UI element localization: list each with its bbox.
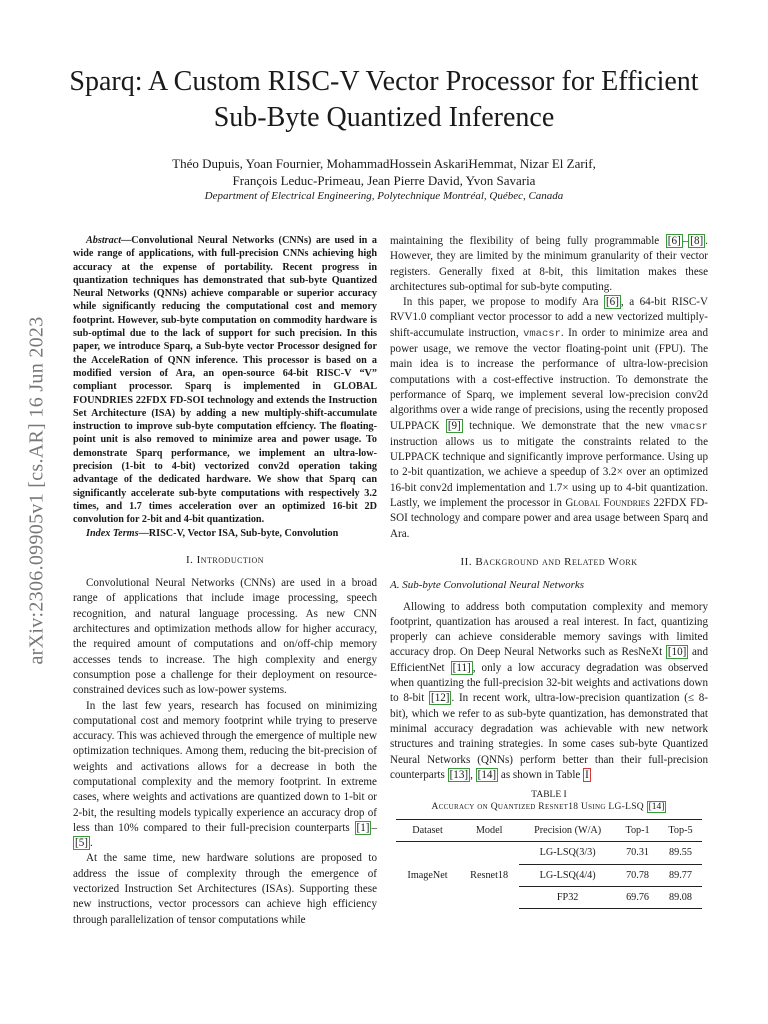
top1-cell: 70.31 (616, 842, 659, 864)
abstract-label: Abstract (86, 235, 122, 246)
text-run: and EfficientNet (390, 646, 708, 674)
citation-range-dash: – (682, 235, 689, 247)
citation-link[interactable]: [6] (605, 296, 619, 309)
section-heading-introduction: I. Introduction (185, 553, 265, 566)
text-run: , only a low accuracy degradation was observed when quantizing the full-precision 32-bit weights and activations down to 8-bit (390, 661, 708, 705)
citation-link[interactable]: [14] (477, 768, 497, 781)
citation-link[interactable]: [5] (75, 837, 88, 850)
right-paragraph-2 (390, 295, 708, 542)
authors-line-1: Théo Dupuis, Yoan Fournier, MohammadHossein AskariHemmat, Nizar El Zarif, (172, 156, 596, 171)
citation-link[interactable]: [6] (667, 235, 681, 247)
right-paragraph-1 (390, 234, 708, 295)
citation-link[interactable]: [14] (648, 802, 665, 813)
table-row (396, 842, 702, 864)
intro-paragraph-2 (73, 699, 377, 852)
model-cell: Resnet18 (470, 869, 509, 881)
right-column (390, 234, 708, 909)
table-caption-text: Accuracy on Quantized Resnet18 Using LG-LSQ (431, 802, 647, 813)
right-paragraph-3 (390, 600, 708, 784)
text-run: maintaining the flexibility of being fully programmable (390, 235, 666, 247)
table-caption (390, 789, 708, 813)
authors-line-2: François Leduc-Primeau, Jean Pierre David, Yvon Savaria (232, 173, 536, 188)
text-run: , (470, 768, 476, 781)
index-terms-label: Index Terms (86, 527, 139, 539)
text-run: , a 64-bit RISC-V RVV1.0 compliant vector processor to add a new vectorized multiply-shift-accumulate instruction, (390, 296, 708, 339)
top1-cell: 70.78 (616, 864, 659, 886)
text-run: 22FDX FD-SOI technology and compare power and area usage between Sparq and Ara. (390, 497, 708, 540)
author-list (90, 155, 678, 189)
table-label: TABLE I (531, 790, 567, 801)
citation-range-dash: – (371, 821, 377, 834)
citation-link[interactable]: [9] (447, 419, 461, 432)
section-heading-background: II. Background and Related Work (460, 555, 638, 568)
text-run: . In recent work, ultra-low-precision quantization (≤ 8-bit), which we refer to as sub-byte quantization, has demonstrated that minimal accuracy degradation was achievable with new network structures and training strategies. In some cases sub-byte Quantized Neural Networks (QNNs) perform better than their full-precision counterparts (390, 692, 708, 781)
subsection-heading: A. Sub-byte Convolutional Neural Networks (390, 579, 585, 592)
top5-cell: 89.08 (659, 886, 702, 908)
column-header: Precision (W/A) (519, 820, 616, 842)
intro-p2-text: In the last few years, research has focused on minimizing computational cost and memory footprint while trying to preserve accuracy. This was achieved through the emergence of multiple new optimization techniques. Among them, reducing the bit-precision of weights and activations allows for a decrease in both the computational complexity and the memory footprint. In extreme cases, where weights and activations are quantized down to 1-bit or 2-bit, the resulting models typically experience an accuracy drop of less than 10% compared to their full-precision counterparts (73, 699, 377, 834)
top5-cell: 89.77 (659, 864, 702, 886)
intro-p2-end: . (89, 837, 93, 850)
precision-cell: LG-LSQ(4/4) (519, 864, 616, 886)
intro-paragraph-1: Convolutional Neural Networks (CNNs) are used in a broad range of applications that include image processing, speech recognition, and natural language processing. As new CNN architectures and optimization methods allow for higher accuracy, the required amount of computations and on/off-chip memory accesses tends to increase. The high complexity and energy consumption pose a challenge for their deployment on resource-constrained devices such as low-power systems. (73, 577, 377, 697)
text-run: technique. We demonstrate that the new (462, 419, 671, 432)
index-terms-text: —RISC-V, Vector ISA, Sub-byte, Convolution (138, 527, 339, 539)
top5-cell: 89.55 (659, 842, 702, 864)
text-run-smallcaps: Global Foundries (565, 497, 651, 510)
text-run: . In order to minimize area and power usage, we remove the vector floating-point unit (FPU). The main idea is to increase the performance of ultra-low-precision computations with a cost-effective instruction. To demonstrate the performance of Sparq, we implement several low-precision conv2d algorithms over a wide range of precisions, using the recently proposed ULPPACK (390, 326, 709, 432)
precision-cell: LG-LSQ(3/3) (519, 842, 616, 864)
text-run: . However, they are limited by the minimum granularity of their vector registers. Generally fixed at 8-bit, this limitation makes these architectures sub-optimal for sub-byte computing. (390, 235, 708, 293)
index-terms (73, 527, 377, 540)
abstract-text: —Convolutional Neural Networks (CNNs) are used in a wide range of applications, with full-precision CNNs achieving high accuracy at the expense of portability. Recent progress in quantization techniques has demonstrated that sub-byte Quantized Neural Networks (QNNs) achieve comparable or superior accuracy while significantly reducing the computational cost and memory footprint. However, sub-byte computation on commodity hardware is sub-optimal due to the lack of support for such precision. In this paper, we introduce Sparq, a Sub-byte vector Processor designed for the AcceleRation of QNN inference. This processor is based on a modified version of Ara, an open-source 64-bit RISC-V “V” compliant processor. Sparq is implemented in GLOBAL FOUNDRIES 22FDX FD-SOI technology and extends the Instruction Set Architecture (ISA) by adding a new multiply-shift-accumulate instruction to improve sub-byte computation effciency. The floating-point unit is also removed to minimize area and power usage. To demonstrate Sparq performance, we implement an ultra-low-precision (1-bit to 4-bit) vectorized conv2d operation taking advantage of the dedicated hardware. We show that Sparq can significantly accelerate sub-byte computations with respectively 3.2 times, and 1.7 times acceleration over an optimized 16-bit 2D convolution for 2-bit and 4-bit quantization. (73, 235, 377, 526)
affiliation: Department of Electrical Engineering, Polytechnique Montréal, Québec, Canada (204, 190, 564, 202)
citation-link[interactable]: [10] (667, 646, 687, 659)
left-column (73, 234, 377, 928)
results-table (396, 819, 702, 909)
paper-title: Sparq: A Custom RISC-V Vector Processor for Efficient Sub-Byte Quantized Inference (69, 66, 699, 133)
code-vmacsr: vmacsr (523, 327, 561, 340)
citation-link[interactable]: [13] (449, 768, 469, 781)
table-reference-link[interactable]: I (585, 768, 589, 781)
text-run: instruction allows us to mitigate the constraints related to the ULPPACK technique and significantly improve performance. Using up to 2-bit quantization, we achieve a speedup of 3.2× over an optimized 16-bit conv2d implementation and 1.7× using up to 4-bit quantization. Lastly, we implement the processor in (390, 435, 708, 510)
dataset-cell: ImageNet (407, 869, 448, 881)
column-header: Top-1 (616, 820, 659, 842)
text-run: In this paper, we propose to modify Ara (403, 296, 604, 309)
abstract (73, 234, 377, 527)
intro-paragraph-3: At the same time, new hardware solutions are proposed to address the issue of complexity through the emergence of vectorized Instruction Set Architectures (ISAs). Supporting these new instructions, vector processors can achieve high efficiency through parallelization of tensor computations while (73, 852, 377, 926)
column-header: Top-5 (659, 820, 702, 842)
code-vmacsr: vmacsr (670, 420, 708, 433)
text-run: as shown in Table (498, 768, 584, 781)
column-header: Dataset (396, 820, 459, 842)
arxiv-sidebar (17, 275, 57, 705)
arxiv-identifier[interactable]: arXiv:2306.09905v1 [cs.AR] 16 Jun 2023 (25, 315, 48, 665)
citation-link[interactable]: [11] (452, 661, 471, 674)
table-header-row (396, 820, 702, 842)
precision-cell: FP32 (519, 886, 616, 908)
top1-cell: 69.76 (616, 886, 659, 908)
column-header: Model (459, 820, 519, 842)
citation-link[interactable]: [12] (431, 692, 450, 705)
text-run: Allowing to address both computation complexity and memory footprint, quantization has aroused a real interest. In fact, quantizing properly can achieve considerable memory savings with limited accuracy drop. On Deep Neural Networks such as ResNeXt (390, 600, 708, 659)
citation-link[interactable]: [1] (356, 821, 370, 834)
citation-link[interactable]: [8] (690, 235, 704, 247)
